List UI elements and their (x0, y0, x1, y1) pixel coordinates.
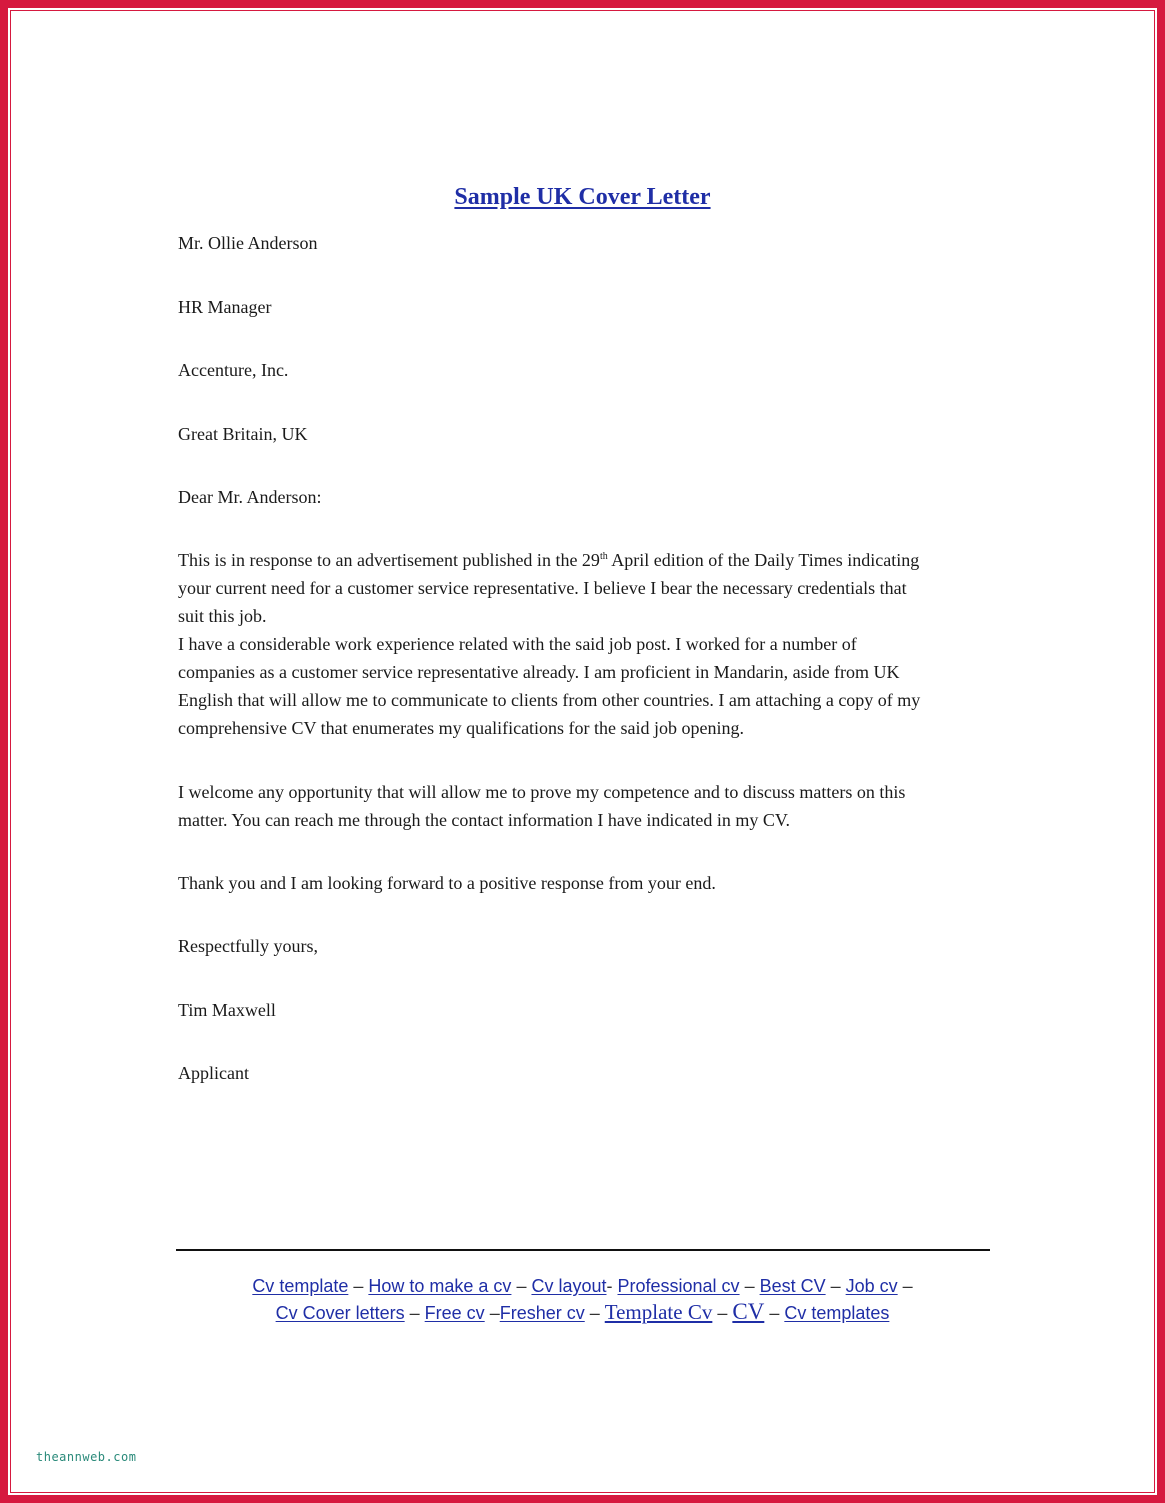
body-paragraph-1 (178, 546, 998, 630)
body-line: This is in response to an advertisement published in the 29th April edition of the Daily Times indicating (178, 550, 920, 570)
body-line: I welcome any opportunity that will allow me to prove my competence and to discuss matters on this (178, 782, 906, 802)
link-fresher-cv[interactable]: Fresher cv (499, 1303, 585, 1323)
body-line: suit this job. (178, 606, 267, 626)
link-separator: – (484, 1303, 500, 1323)
body-line: I have a considerable work experience related with the said job post. I worked for a number of (178, 634, 857, 654)
link-job-cv[interactable]: Job cv (845, 1276, 898, 1296)
link-cv-cover-letters[interactable]: Cv Cover letters (275, 1303, 405, 1323)
recipient-position: HR Manager (178, 297, 272, 317)
body-line: comprehensive CV that enumerates my qualifications for the said job opening. (178, 718, 745, 738)
link-separator: - (606, 1276, 618, 1296)
link-separator: – (511, 1276, 532, 1296)
body-line: English that will allow me to communicate to clients from other countries. I am attaching a copy of my (178, 690, 921, 710)
link-separator: – (764, 1303, 785, 1323)
signature-name: Tim Maxwell (178, 1000, 276, 1020)
link-separator: – (825, 1276, 846, 1296)
link-professional-cv[interactable]: Professional cv (617, 1276, 740, 1296)
body-line: matter. You can reach me through the contact information I have indicated in my CV. (178, 810, 791, 830)
link-separator: – (712, 1303, 733, 1323)
body-line: companies as a customer service representative already. I am proficient in Mandarin, aside from UK (178, 662, 900, 682)
link-free-cv[interactable]: Free cv (424, 1303, 485, 1323)
link-best-cv[interactable]: Best CV (759, 1276, 826, 1296)
recipient-company: Accenture, Inc. (178, 360, 289, 380)
link-how-to-make-cv[interactable]: How to make a cv (368, 1276, 512, 1296)
closing: Respectfully yours, (178, 936, 318, 956)
salutation: Dear Mr. Anderson: (178, 487, 322, 507)
link-template-cv[interactable]: Template Cv (604, 1300, 713, 1324)
watermark-text: theannweb.com (36, 1450, 137, 1464)
link-separator: – (348, 1276, 369, 1296)
recipient-name: Mr. Ollie Anderson (178, 233, 318, 253)
footer-links-row-1 (0, 1276, 1165, 1297)
link-cv-templates[interactable]: Cv templates (784, 1303, 890, 1323)
body-paragraph-2 (178, 630, 998, 742)
body-paragraph-4: Thank you and I am looking forward to a positive response from your end. (178, 873, 716, 893)
footer-divider (176, 1249, 990, 1251)
signature-title: Applicant (178, 1063, 249, 1083)
document-title: Sample UK Cover Letter (454, 184, 711, 210)
link-separator: – (897, 1276, 913, 1296)
body-paragraph-3 (178, 778, 998, 834)
link-cv-template[interactable]: Cv template (252, 1276, 349, 1296)
link-cv-layout[interactable]: Cv layout (531, 1276, 607, 1296)
recipient-location: Great Britain, UK (178, 424, 308, 444)
link-separator: – (739, 1276, 760, 1296)
body-line: your current need for a customer service representative. I believe I bear the necessary credentials that (178, 578, 907, 598)
link-separator: – (404, 1303, 425, 1323)
link-cv[interactable]: CV (732, 1299, 765, 1324)
footer-links-row-2 (0, 1299, 1165, 1325)
link-separator: – (584, 1303, 605, 1323)
